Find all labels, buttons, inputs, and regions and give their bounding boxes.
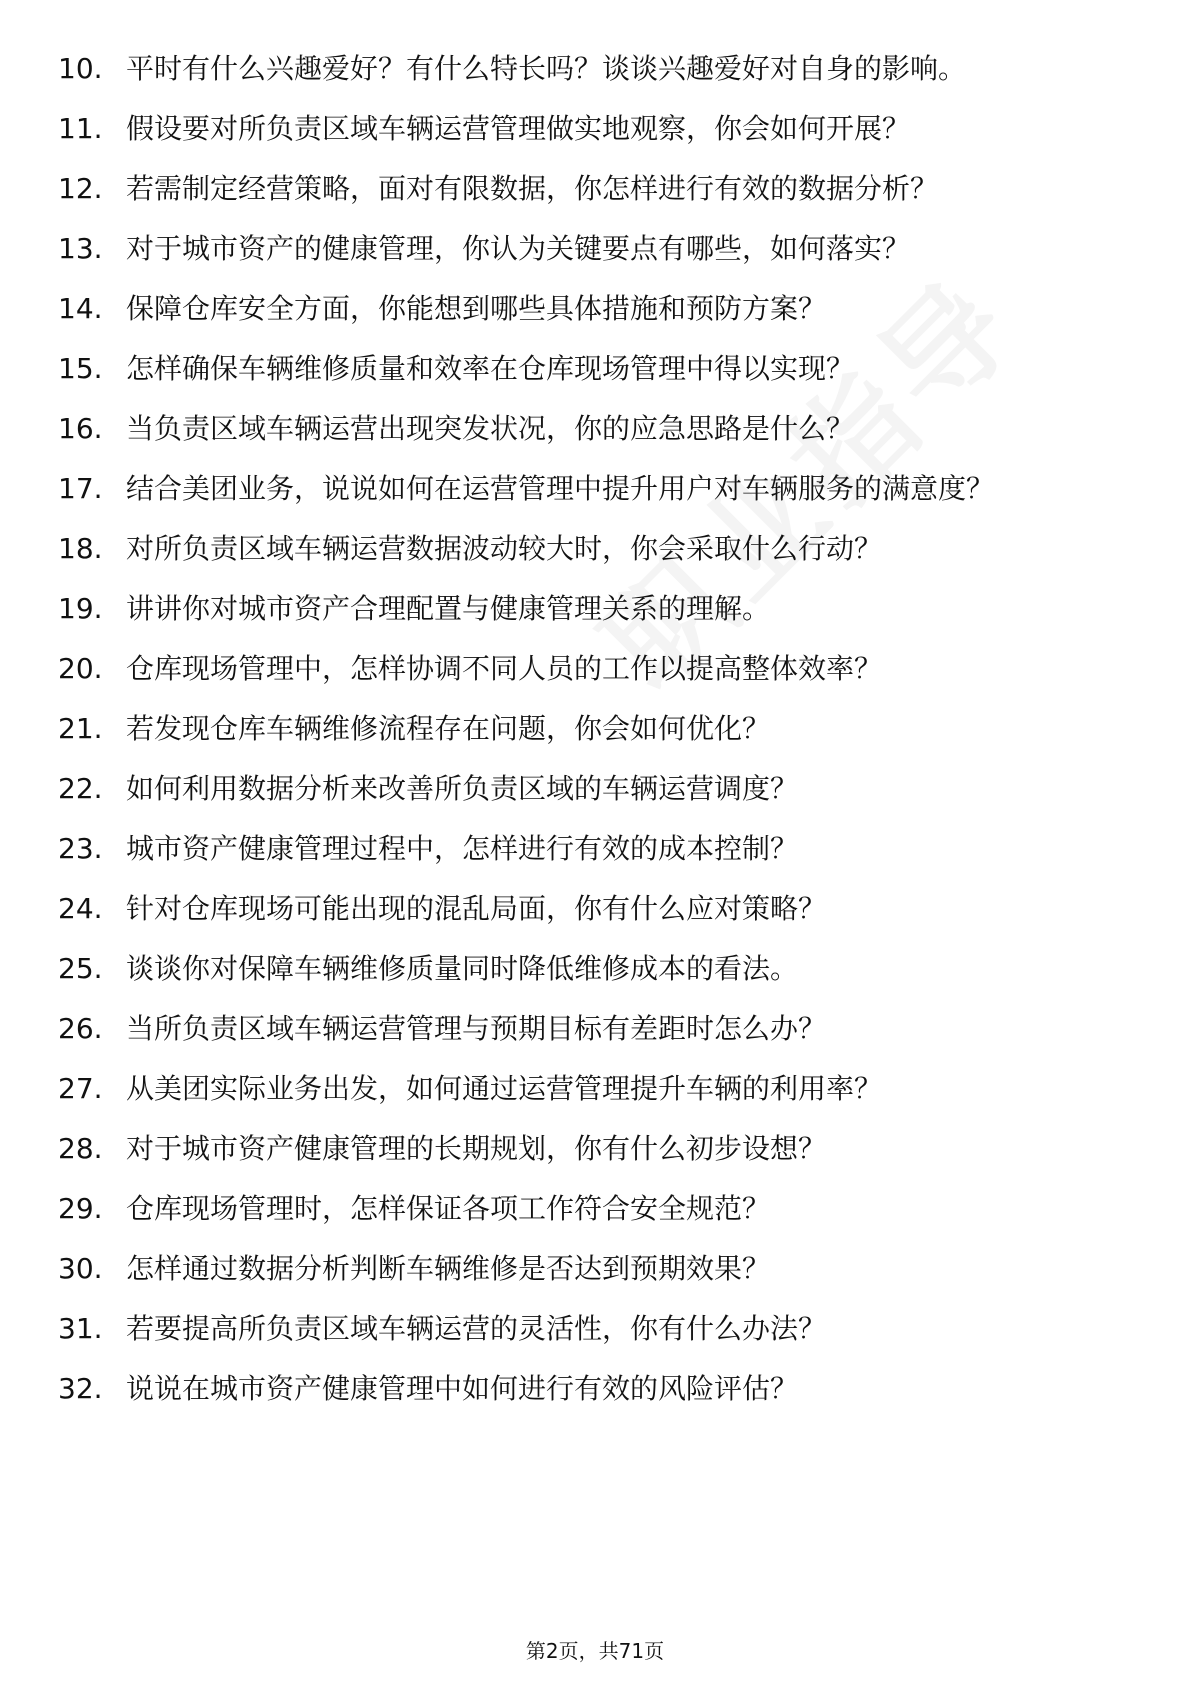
question-number: 22. [58, 772, 103, 805]
question-text: 针对仓库现场可能出现的混乱局面，你有什么应对策略？ [126, 892, 827, 925]
question-item [58, 530, 1118, 568]
page-footer [0, 1635, 1190, 1664]
question-text: 仓库现场管理中，怎样协调不同人员的工作以提高整体效率？ [126, 652, 883, 685]
question-number: 14. [58, 292, 103, 325]
question-text: 对所负责区域车辆运营数据波动较大时，你会采取什么行动？ [126, 532, 883, 565]
question-item [58, 650, 1118, 688]
question-text: 结合美团业务，说说如何在运营管理中提升用户对车辆服务的满意度？ [126, 472, 995, 505]
question-text: 当所负责区域车辆运营管理与预期目标有差距时怎么办？ [126, 1012, 827, 1045]
question-number: 16. [58, 412, 103, 445]
question-number: 11. [58, 112, 103, 145]
question-text: 怎样通过数据分析判断车辆维修是否达到预期效果？ [126, 1252, 771, 1285]
question-text: 对于城市资产的健康管理，你认为关键要点有哪些，如何落实？ [126, 232, 911, 265]
question-text: 若要提高所负责区域车辆运营的灵活性，你有什么办法？ [126, 1312, 827, 1345]
question-number: 24. [58, 892, 103, 925]
question-text: 仓库现场管理时，怎样保证各项工作符合安全规范？ [126, 1192, 771, 1225]
question-item [58, 1250, 1118, 1288]
page-number-label: 第2页，共71页 [525, 1639, 665, 1663]
question-text: 当负责区域车辆运营出现突发状况，你的应急思路是什么？ [126, 412, 855, 445]
question-item [58, 230, 1118, 268]
question-number: 21. [58, 712, 103, 745]
question-text: 从美团实际业务出发，如何通过运营管理提升车辆的利用率？ [126, 1072, 883, 1105]
question-text: 说说在城市资产健康管理中如何进行有效的风险评估？ [126, 1372, 799, 1405]
question-list [58, 50, 1118, 1430]
question-item [58, 710, 1118, 748]
question-number: 26. [58, 1012, 103, 1045]
question-text: 对于城市资产健康管理的长期规划，你有什么初步设想？ [126, 1132, 827, 1165]
question-number: 30. [58, 1252, 103, 1285]
question-item [58, 1070, 1118, 1108]
question-item [58, 50, 1118, 88]
question-number: 13. [58, 232, 103, 265]
question-number: 12. [58, 172, 103, 205]
question-item [58, 950, 1118, 988]
question-number: 10. [58, 52, 103, 85]
question-item [58, 890, 1118, 928]
question-item [58, 110, 1118, 148]
question-number: 31. [58, 1312, 103, 1345]
question-number: 20. [58, 652, 103, 685]
question-text: 若需制定经营策略，面对有限数据，你怎样进行有效的数据分析？ [126, 172, 939, 205]
question-item [58, 1010, 1118, 1048]
question-item [58, 410, 1118, 448]
question-text: 怎样确保车辆维修质量和效率在仓库现场管理中得以实现？ [126, 352, 855, 385]
question-item [58, 350, 1118, 388]
question-text: 平时有什么兴趣爱好？有什么特长吗？谈谈兴趣爱好对自身的影响。 [126, 52, 967, 85]
question-text: 讲讲你对城市资产合理配置与健康管理关系的理解。 [126, 592, 771, 625]
question-item [58, 470, 1118, 508]
question-number: 28. [58, 1132, 103, 1165]
question-item [58, 290, 1118, 328]
question-number: 29. [58, 1192, 103, 1225]
question-number: 15. [58, 352, 103, 385]
question-number: 19. [58, 592, 103, 625]
question-item [58, 1190, 1118, 1228]
question-item [58, 770, 1118, 808]
question-item [58, 1130, 1118, 1168]
question-text: 如何利用数据分析来改善所负责区域的车辆运营调度？ [126, 772, 799, 805]
question-text: 保障仓库安全方面，你能想到哪些具体措施和预防方案？ [126, 292, 827, 325]
question-item [58, 1370, 1118, 1408]
question-text: 城市资产健康管理过程中，怎样进行有效的成本控制？ [126, 832, 799, 865]
question-text: 假设要对所负责区域车辆运营管理做实地观察，你会如何开展？ [126, 112, 911, 145]
question-text: 谈谈你对保障车辆维修质量同时降低维修成本的看法。 [126, 952, 799, 985]
question-item [58, 170, 1118, 208]
question-number: 23. [58, 832, 103, 865]
question-number: 18. [58, 532, 103, 565]
question-item [58, 590, 1118, 628]
question-item [58, 830, 1118, 868]
question-number: 32. [58, 1372, 103, 1405]
question-number: 27. [58, 1072, 103, 1105]
question-number: 17. [58, 472, 103, 505]
question-item [58, 1310, 1118, 1348]
question-text: 若发现仓库车辆维修流程存在问题，你会如何优化？ [126, 712, 771, 745]
question-number: 25. [58, 952, 103, 985]
